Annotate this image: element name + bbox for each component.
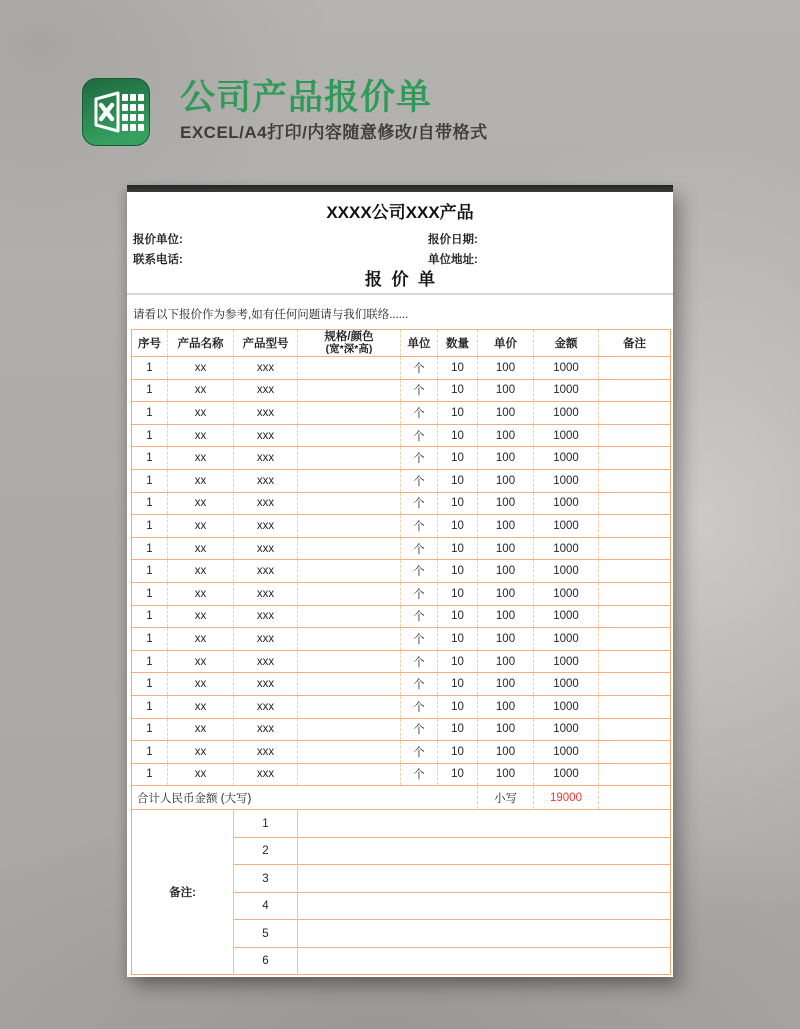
cell-name: xx xyxy=(168,695,234,718)
cell-amount: 1000 xyxy=(534,582,599,605)
cell-amount: 1000 xyxy=(534,447,599,470)
cell-remark xyxy=(599,447,671,470)
cell-name: xx xyxy=(168,447,234,470)
cell-price: 100 xyxy=(478,402,534,425)
cell-seq: 1 xyxy=(132,628,168,651)
cell-remark xyxy=(599,357,671,380)
cell-unit: 个 xyxy=(401,447,438,470)
cell-unit: 个 xyxy=(401,741,438,764)
cell-seq: 1 xyxy=(132,537,168,560)
document-title: XXXX公司XXX产品 xyxy=(326,203,474,222)
cell-unit: 个 xyxy=(401,718,438,741)
cell-seq: 1 xyxy=(132,695,168,718)
cell-unit: 个 xyxy=(401,650,438,673)
cell-qty: 10 xyxy=(438,605,478,628)
product-row xyxy=(132,695,671,718)
cell-name: xx xyxy=(168,741,234,764)
remark-content-cell xyxy=(298,892,671,920)
product-row xyxy=(132,515,671,538)
cell-unit: 个 xyxy=(401,560,438,583)
cell-model: xxx xyxy=(234,515,298,538)
cell-seq: 1 xyxy=(132,469,168,492)
cell-remark xyxy=(599,379,671,402)
header-fields xyxy=(133,229,667,269)
cell-spec xyxy=(298,650,401,673)
cell-name: xx xyxy=(168,560,234,583)
cell-unit: 个 xyxy=(401,763,438,786)
cell-price: 100 xyxy=(478,673,534,696)
cell-spec xyxy=(298,537,401,560)
cell-qty: 10 xyxy=(438,424,478,447)
remark-number: 4 xyxy=(234,892,298,920)
cell-remark xyxy=(599,515,671,538)
cell-unit: 个 xyxy=(401,492,438,515)
cell-model: xxx xyxy=(234,560,298,583)
cell-qty: 10 xyxy=(438,357,478,380)
cell-model: xxx xyxy=(234,357,298,380)
cell-name: xx xyxy=(168,402,234,425)
page-top-bar xyxy=(127,185,673,192)
cell-qty: 10 xyxy=(438,515,478,538)
cell-spec xyxy=(298,741,401,764)
field-quote-date-label: 报价日期: xyxy=(428,234,478,246)
cell-spec xyxy=(298,492,401,515)
cell-spec xyxy=(298,560,401,583)
col-header-model: 产品型号 xyxy=(234,330,298,357)
cell-qty: 10 xyxy=(438,695,478,718)
cell-model: xxx xyxy=(234,741,298,764)
cell-unit: 个 xyxy=(401,628,438,651)
cell-model: xxx xyxy=(234,650,298,673)
total-row xyxy=(132,786,671,810)
cell-amount: 1000 xyxy=(534,605,599,628)
remark-number: 6 xyxy=(234,947,298,975)
cell-amount: 1000 xyxy=(534,515,599,538)
cell-price: 100 xyxy=(478,763,534,786)
cell-amount: 1000 xyxy=(534,718,599,741)
cell-price: 100 xyxy=(478,650,534,673)
product-row xyxy=(132,357,671,380)
cell-name: xx xyxy=(168,582,234,605)
remark-content-cell xyxy=(298,947,671,975)
product-row xyxy=(132,763,671,786)
cell-qty: 10 xyxy=(438,560,478,583)
cell-name: xx xyxy=(168,650,234,673)
cell-seq: 1 xyxy=(132,650,168,673)
cell-spec xyxy=(298,402,401,425)
cell-seq: 1 xyxy=(132,357,168,380)
product-row xyxy=(132,537,671,560)
cell-seq: 1 xyxy=(132,402,168,425)
remark-number: 3 xyxy=(234,865,298,893)
field-quote-unit-label: 报价单位: xyxy=(133,234,183,246)
cell-name: xx xyxy=(168,424,234,447)
cell-remark xyxy=(599,605,671,628)
remark-content-cell xyxy=(298,837,671,865)
remark-row xyxy=(132,810,671,838)
remark-number: 2 xyxy=(234,837,298,865)
cell-model: xxx xyxy=(234,628,298,651)
cell-remark xyxy=(599,424,671,447)
cell-qty: 10 xyxy=(438,537,478,560)
product-row xyxy=(132,402,671,425)
cell-unit: 个 xyxy=(401,357,438,380)
cell-spec xyxy=(298,718,401,741)
col-header-spec-line2: (宽*深*高) xyxy=(325,343,373,355)
cell-price: 100 xyxy=(478,741,534,764)
divider-line xyxy=(127,293,673,295)
product-row xyxy=(132,469,671,492)
cell-spec xyxy=(298,628,401,651)
cell-unit: 个 xyxy=(401,605,438,628)
cell-unit: 个 xyxy=(401,695,438,718)
cell-amount: 1000 xyxy=(534,424,599,447)
cell-name: xx xyxy=(168,628,234,651)
cell-price: 100 xyxy=(478,492,534,515)
cell-unit: 个 xyxy=(401,537,438,560)
cell-price: 100 xyxy=(478,537,534,560)
cell-remark xyxy=(599,650,671,673)
col-header-spec-line1: 规格/颜色 xyxy=(324,331,374,343)
cell-spec xyxy=(298,469,401,492)
cell-remark xyxy=(599,560,671,583)
cell-amount: 1000 xyxy=(534,673,599,696)
excel-icon xyxy=(82,78,150,146)
cell-remark xyxy=(599,741,671,764)
cell-unit: 个 xyxy=(401,515,438,538)
cell-amount: 1000 xyxy=(534,357,599,380)
notice-text: 请看以下报价作为参考,如有任何问题请与我们联络...... xyxy=(133,309,409,321)
promo-text-block xyxy=(180,78,488,144)
cell-amount: 1000 xyxy=(534,560,599,583)
document-page xyxy=(127,185,673,977)
cell-unit: 个 xyxy=(401,424,438,447)
cell-remark xyxy=(599,402,671,425)
cell-amount: 1000 xyxy=(534,695,599,718)
remark-content-cell xyxy=(298,920,671,948)
cell-name: xx xyxy=(168,537,234,560)
cell-seq: 1 xyxy=(132,605,168,628)
total-lowercase-label: 小写 xyxy=(478,786,534,810)
cell-amount: 1000 xyxy=(534,537,599,560)
promo-subtitle: EXCEL/A4打印/内容随意修改/自带格式 xyxy=(180,123,488,142)
cell-qty: 10 xyxy=(438,379,478,402)
cell-name: xx xyxy=(168,605,234,628)
cell-qty: 10 xyxy=(438,402,478,425)
cell-price: 100 xyxy=(478,605,534,628)
cell-name: xx xyxy=(168,379,234,402)
cell-model: xxx xyxy=(234,763,298,786)
cell-spec xyxy=(298,673,401,696)
cell-qty: 10 xyxy=(438,650,478,673)
cell-model: xxx xyxy=(234,379,298,402)
cell-remark xyxy=(599,492,671,515)
remark-content-cell xyxy=(298,810,671,838)
cell-amount: 1000 xyxy=(534,379,599,402)
cell-qty: 10 xyxy=(438,673,478,696)
col-header-spec xyxy=(298,330,401,357)
cell-model: xxx xyxy=(234,582,298,605)
cell-amount: 1000 xyxy=(534,763,599,786)
cell-unit: 个 xyxy=(401,469,438,492)
cell-remark xyxy=(599,469,671,492)
cell-qty: 10 xyxy=(438,741,478,764)
cell-remark xyxy=(599,628,671,651)
cell-model: xxx xyxy=(234,537,298,560)
cell-price: 100 xyxy=(478,447,534,470)
cell-seq: 1 xyxy=(132,718,168,741)
col-header-qty: 数量 xyxy=(438,330,478,357)
cell-seq: 1 xyxy=(132,492,168,515)
remarks-label: 备注: xyxy=(132,810,234,975)
cell-model: xxx xyxy=(234,673,298,696)
product-row xyxy=(132,560,671,583)
cell-qty: 10 xyxy=(438,718,478,741)
remark-number: 5 xyxy=(234,920,298,948)
product-row xyxy=(132,650,671,673)
cell-remark xyxy=(599,718,671,741)
cell-price: 100 xyxy=(478,695,534,718)
total-label: 合计人民币金额 (大写) xyxy=(132,786,478,810)
promo-title: 公司产品报价单 xyxy=(180,78,433,117)
product-row xyxy=(132,605,671,628)
cell-name: xx xyxy=(168,673,234,696)
cell-model: xxx xyxy=(234,605,298,628)
col-header-name: 产品名称 xyxy=(168,330,234,357)
cell-seq: 1 xyxy=(132,447,168,470)
product-row xyxy=(132,628,671,651)
cell-spec xyxy=(298,379,401,402)
cell-seq: 1 xyxy=(132,673,168,696)
cell-seq: 1 xyxy=(132,424,168,447)
cell-model: xxx xyxy=(234,695,298,718)
cell-unit: 个 xyxy=(401,402,438,425)
product-row xyxy=(132,673,671,696)
cell-remark xyxy=(599,537,671,560)
cell-seq: 1 xyxy=(132,741,168,764)
cell-remark xyxy=(599,673,671,696)
cell-name: xx xyxy=(168,763,234,786)
cell-spec xyxy=(298,605,401,628)
cell-price: 100 xyxy=(478,718,534,741)
product-row xyxy=(132,379,671,402)
quote-sheet-title: 报 价 单 xyxy=(365,270,435,289)
cell-amount: 1000 xyxy=(534,469,599,492)
cell-spec xyxy=(298,582,401,605)
cell-qty: 10 xyxy=(438,763,478,786)
cell-unit: 个 xyxy=(401,673,438,696)
table-body xyxy=(132,357,671,786)
cell-price: 100 xyxy=(478,515,534,538)
cell-price: 100 xyxy=(478,469,534,492)
product-row xyxy=(132,492,671,515)
cell-remark xyxy=(599,763,671,786)
cell-name: xx xyxy=(168,515,234,538)
quote-table xyxy=(131,329,671,975)
cell-model: xxx xyxy=(234,402,298,425)
cell-spec xyxy=(298,357,401,380)
cell-name: xx xyxy=(168,492,234,515)
cell-price: 100 xyxy=(478,424,534,447)
cell-remark xyxy=(599,582,671,605)
cell-remark xyxy=(599,695,671,718)
cell-price: 100 xyxy=(478,379,534,402)
cell-qty: 10 xyxy=(438,628,478,651)
cell-amount: 1000 xyxy=(534,628,599,651)
cell-spec xyxy=(298,695,401,718)
cell-seq: 1 xyxy=(132,379,168,402)
cell-model: xxx xyxy=(234,492,298,515)
cell-price: 100 xyxy=(478,560,534,583)
cell-seq: 1 xyxy=(132,763,168,786)
cell-unit: 个 xyxy=(401,582,438,605)
cell-qty: 10 xyxy=(438,469,478,492)
cell-name: xx xyxy=(168,357,234,380)
product-row xyxy=(132,718,671,741)
remark-content-cell xyxy=(298,865,671,893)
product-row xyxy=(132,447,671,470)
total-amount: 19000 xyxy=(534,786,599,810)
cell-model: xxx xyxy=(234,718,298,741)
cell-spec xyxy=(298,424,401,447)
cell-qty: 10 xyxy=(438,447,478,470)
cell-amount: 1000 xyxy=(534,741,599,764)
cell-unit: 个 xyxy=(401,379,438,402)
col-header-seq: 序号 xyxy=(132,330,168,357)
cell-model: xxx xyxy=(234,424,298,447)
col-header-price: 单价 xyxy=(478,330,534,357)
field-unit-address-label: 单位地址: xyxy=(428,254,478,266)
cell-amount: 1000 xyxy=(534,492,599,515)
col-header-amount: 金额 xyxy=(534,330,599,357)
product-row xyxy=(132,741,671,764)
col-header-remark: 备注 xyxy=(599,330,671,357)
cell-spec xyxy=(298,447,401,470)
cell-amount: 1000 xyxy=(534,402,599,425)
product-row xyxy=(132,582,671,605)
cell-price: 100 xyxy=(478,628,534,651)
cell-seq: 1 xyxy=(132,515,168,538)
col-header-unit: 单位 xyxy=(401,330,438,357)
cell-qty: 10 xyxy=(438,582,478,605)
promo-header xyxy=(82,78,488,146)
cell-qty: 10 xyxy=(438,492,478,515)
cell-amount: 1000 xyxy=(534,650,599,673)
cell-seq: 1 xyxy=(132,582,168,605)
cell-model: xxx xyxy=(234,469,298,492)
cell-price: 100 xyxy=(478,582,534,605)
cell-name: xx xyxy=(168,469,234,492)
cell-spec xyxy=(298,515,401,538)
cell-model: xxx xyxy=(234,447,298,470)
cell-price: 100 xyxy=(478,357,534,380)
cell-seq: 1 xyxy=(132,560,168,583)
field-contact-phone-label: 联系电话: xyxy=(133,254,183,266)
remark-number: 1 xyxy=(234,810,298,838)
total-remark-cell xyxy=(599,786,671,810)
product-row xyxy=(132,424,671,447)
table-header-row xyxy=(132,330,671,357)
cell-name: xx xyxy=(168,718,234,741)
cell-spec xyxy=(298,763,401,786)
